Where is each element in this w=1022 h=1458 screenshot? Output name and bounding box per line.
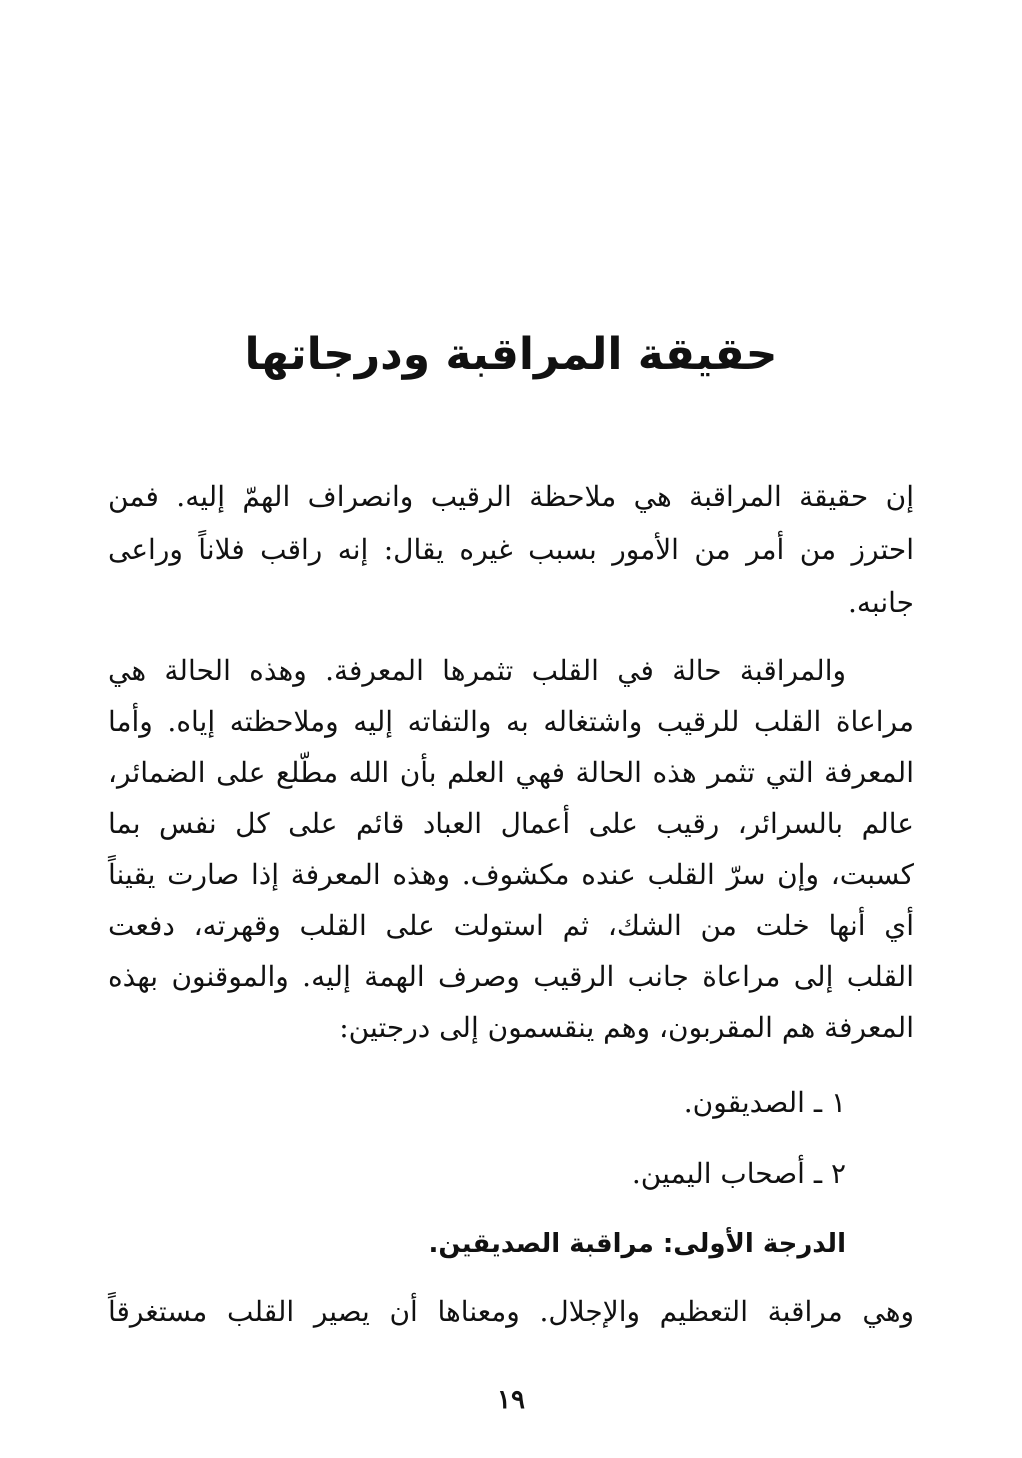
list-item-1: ١ ـ الصديقون. [683, 1086, 846, 1119]
paragraph-3-line-1: وهي مراقبة التعظيم والإجلال. ومعناها أن يصير القلب مستغرقاً [108, 1295, 914, 1328]
paragraph-2-line-5: كسبت، وإن سرّ القلب عنده مكشوف. وهذه المعرفة إذا صارت يقيناً [108, 858, 914, 891]
paragraph-2-line-8: المعرفة هم المقربون، وهم ينقسمون إلى درجتين: [339, 1011, 914, 1044]
paragraph-2-line-7: القلب إلى مراعاة جانب الرقيب وصرف الهمة إليه. والموقنون بهذه [108, 960, 914, 993]
paragraph-2-line-2: مراعاة القلب للرقيب واشتغاله به والتفاته إليه وملاحظته إياه. وأما [108, 705, 914, 738]
page-number: ١٩ [497, 1385, 525, 1415]
paragraph-2-line-4: عالم بالسرائر، رقيب على أعمال العباد قائم على كل نفس بما [108, 807, 914, 840]
paragraph-2-line-1: والمراقبة حالة في القلب تثمرها المعرفة. وهذه الحالة هي [108, 654, 846, 687]
page-title: حقيقة المراقبة ودرجاتها [244, 329, 778, 380]
paragraph-1-line-1: إن حقيقة المراقبة هي ملاحظة الرقيب وانصراف الهمّ إليه. فمن [108, 480, 914, 513]
paragraph-2-line-3: المعرفة التي تثمر هذه الحالة فهي العلم بأن الله مطّلع على الضمائر، [108, 756, 914, 789]
paragraph-2-line-6: أي أنها خلت من الشك، ثم استولت على القلب وقهرته، دفعت [108, 909, 914, 942]
section-subheading: الدرجة الأولى: مراقبة الصديقين. [428, 1229, 846, 1259]
paragraph-1-line-3: جانبه. [848, 586, 914, 619]
paragraph-1-line-2: احترز من أمر من الأمور بسبب غيره يقال: إنه راقب فلاناً وراعى [108, 533, 915, 566]
list-item-2: ٢ ـ أصحاب اليمين. [631, 1157, 846, 1190]
